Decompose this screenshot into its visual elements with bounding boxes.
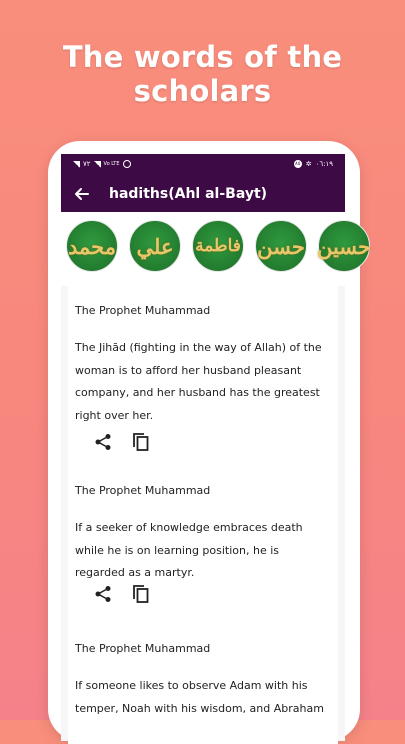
alarm-icon [123,160,131,168]
volte-label: Vo LTE [103,160,120,167]
avatar-calligraphy: فاطمة [195,235,241,256]
avatar-calligraphy: حسن [257,233,305,259]
wifi-icon: ✲ [305,160,312,168]
arrow-left-icon[interactable] [71,183,93,205]
hadith-card [68,286,338,467]
status-right [294,160,333,168]
avatar-calligraphy: محمد [68,233,116,259]
share-icon[interactable] [92,431,114,453]
status-left [73,160,131,168]
hadith-card [68,624,338,744]
app-bar [61,176,345,212]
signal-icon [73,161,80,168]
app-title: hadiths(Ahl al-Bayt) [109,186,268,202]
hadith-card [68,466,338,625]
hadith-text: If a seeker of knowledge embraces death while he is on learning position, he is regarded as a martyr. [75,521,303,579]
signal-icon-2 [94,161,101,168]
avatar-ali[interactable] [129,220,181,272]
avatar-fatima[interactable] [192,220,244,272]
avatar-muhammad[interactable] [66,220,118,272]
hadith-text: If someone likes to observe Adam with his temper, Noah with his wisdom, and Abraham [75,679,324,715]
hadith-text: The Jihād (fighting in the way of Allah) of the woman is to afford her husband pleasant company, and her husband has the greatest right over her. [75,341,322,422]
phone-frame [48,141,372,741]
avatar-calligraphy: حسين [316,233,372,259]
status-bar [61,154,345,176]
hadith-list[interactable] [61,286,345,741]
hadith-actions [92,583,152,605]
share-icon[interactable] [92,583,114,605]
avatar-calligraphy: علي [136,233,174,259]
avatar-hasan[interactable] [255,220,307,272]
copy-icon[interactable] [130,431,152,453]
hadith-source: The Prophet Muhammad [75,304,211,317]
avatar-husayn[interactable] [318,220,370,272]
copy-icon[interactable] [130,583,152,605]
hadith-source: The Prophet Muhammad [75,642,211,655]
status-time: ٠٦:١٩ [315,160,333,168]
hadith-source: The Prophet Muhammad [75,484,211,497]
avatar-carousel[interactable] [61,212,372,286]
battery-icon: ٨٥ [295,161,301,167]
app-screen [61,154,372,741]
status-left-text: ٧٢ [83,160,91,168]
promo-headline: The words of the scholars [62,40,343,108]
hadith-actions [92,431,152,453]
